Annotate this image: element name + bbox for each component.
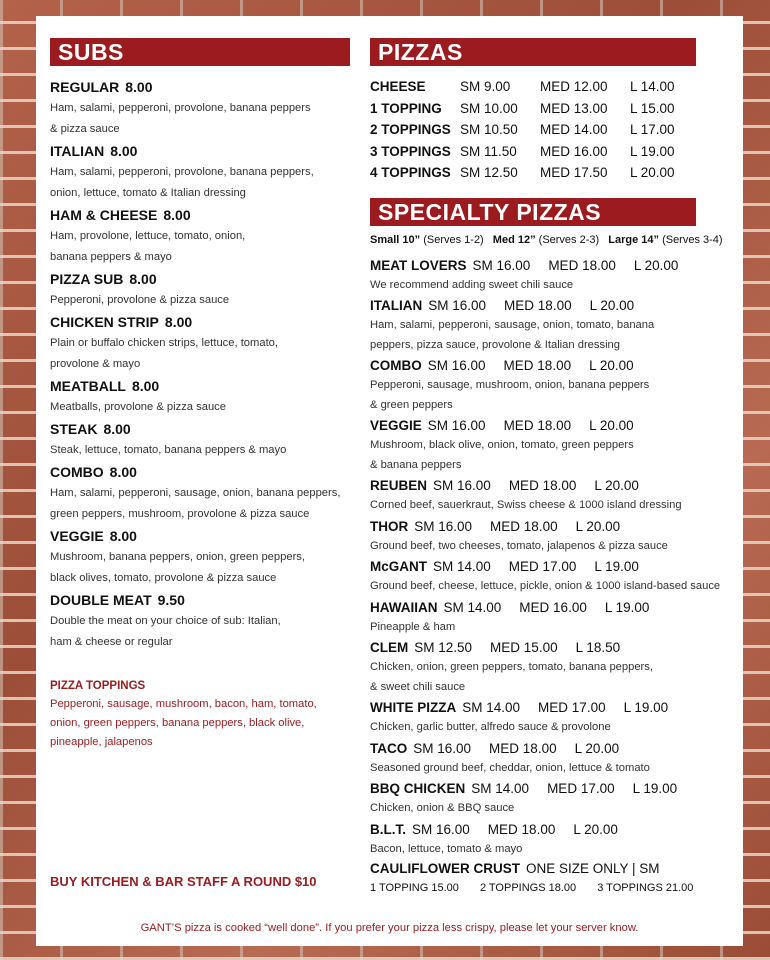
specialty-l-price: L 20.00	[589, 358, 634, 373]
sub-desc: Meatballs, provolone & pizza sauce	[50, 401, 226, 413]
specialty-l-price: L 19.00	[594, 559, 639, 574]
pizza-sm-price: SM 12.50	[460, 165, 518, 180]
specialty-item	[370, 295, 740, 355]
specialty-l-price: L 20.00	[594, 478, 639, 493]
specialty-list	[370, 255, 740, 898]
specialty-l-price: L 20.00	[589, 298, 635, 313]
specialty-name: McGANT	[370, 559, 427, 574]
specialty-desc: Corned beef, sauerkraut, Swiss cheese & 1000 island dressing	[370, 499, 682, 511]
sub-name: DOUBLE MEAT	[50, 592, 152, 608]
pizza-sm-price: SM 10.50	[460, 122, 518, 137]
size-med-label: Med 12”	[492, 233, 536, 246]
sub-name: VEGGIE	[50, 528, 104, 544]
specialty-desc: peppers, pizza sauce, provolone & Italian dressing	[370, 338, 621, 351]
specialty-sm-price: SM 14.00	[471, 781, 530, 796]
specialty-sm-price: SM 14.00	[443, 599, 502, 615]
specialty-desc: Pineapple & ham	[370, 620, 456, 633]
specialty-name: ITALIAN	[370, 298, 423, 313]
specialty-l-price: L 18.50	[575, 640, 621, 655]
size-small-serves: (Serves 1-2)	[423, 233, 484, 246]
cauliflower-name: CAULIFLOWER CRUST	[370, 861, 520, 876]
specialty-name: TACO	[370, 740, 408, 756]
sub-price: 8.00	[163, 207, 191, 223]
pizza-med-price: MED 13.00	[540, 100, 608, 116]
specialty-item	[370, 556, 740, 597]
toppings-line: onion, green peppers, banana peppers, black olive,	[50, 717, 305, 729]
pizza-price-table	[370, 76, 740, 184]
toppings-title: PIZZA TOPPINGS	[50, 680, 146, 692]
pizza-med-price: MED 14.00	[540, 122, 608, 137]
pizza-l-price: L 15.00	[630, 100, 675, 116]
specialty-name: CLEM	[370, 640, 409, 655]
toppings-line: pineapple, jalapenos	[50, 736, 153, 748]
pizza-sm-price: SM 10.00	[460, 100, 518, 116]
specialty-item	[370, 355, 740, 415]
specialty-item	[370, 516, 740, 557]
pizza-sm-price: SM 11.50	[460, 143, 517, 159]
sub-item	[50, 141, 350, 204]
specialty-desc: Chicken, garlic butter, alfredo sauce & provolone	[370, 721, 611, 733]
pizza-med-price: MED 17.50	[540, 165, 608, 180]
pizza-l-price: L 17.00	[630, 122, 675, 137]
specialty-item	[370, 637, 740, 697]
specialty-desc: Ground beef, cheese, lettuce, pickle, onion & 1000 island-based sauce	[370, 580, 721, 592]
pizza-row	[370, 162, 740, 184]
sub-item	[50, 462, 350, 525]
specialty-med-price: MED 17.00	[508, 559, 577, 574]
sub-name: MEATBALL	[50, 378, 126, 394]
specialty-sm-price: SM 16.00	[427, 358, 486, 373]
specialty-sm-price: SM 16.00	[433, 478, 491, 493]
specialty-med-price: MED 17.00	[547, 781, 615, 796]
cauliflower-option: 1 TOPPING 15.00	[370, 882, 459, 894]
sub-price: 8.00	[103, 421, 131, 437]
specialty-name: HAWAIIAN	[370, 599, 438, 615]
size-legend	[370, 234, 740, 246]
sub-desc: Ham, salami, pepperoni, sausage, onion, banana peppers,	[50, 487, 341, 499]
specialty-med-price: MED 18.00	[504, 298, 572, 313]
cauliflower-option: 3 TOPPINGS 21.00	[597, 882, 694, 894]
specialty-med-price: MED 18.00	[490, 518, 558, 534]
specialty-item	[370, 697, 740, 738]
sub-desc: Pepperoni, provolone & pizza sauce	[50, 294, 230, 306]
footer-note: GANT’S pizza is cooked “well done”. If you prefer your pizza less crispy, please let your server know.	[140, 922, 639, 934]
sub-item	[50, 376, 350, 418]
specialty-sm-price: SM 16.00	[428, 298, 487, 313]
pizzas-column	[370, 38, 740, 897]
specialty-desc: & sweet chili sauce	[370, 680, 466, 693]
specialty-desc: & green peppers	[370, 398, 453, 411]
specialty-sm-price: SM 16.00	[414, 518, 473, 534]
sub-item	[50, 269, 350, 311]
cauliflower-option: 2 TOPPINGS 18.00	[479, 882, 577, 894]
pizza-row	[370, 141, 740, 163]
specialty-med-price: MED 17.00	[538, 700, 606, 715]
specialty-l-price: L 20.00	[633, 257, 679, 273]
specialty-l-price: L 19.00	[623, 700, 669, 715]
specialty-desc: Chicken, onion, green peppers, tomato, banana peppers,	[370, 661, 653, 673]
specialty-med-price: MED 18.00	[487, 821, 556, 837]
pizza-l-price: L 19.00	[630, 143, 675, 159]
specialty-item	[370, 597, 740, 638]
specialty-sm-price: SM 14.00	[462, 700, 521, 715]
sub-price: 9.50	[157, 592, 185, 608]
pizza-name: 3 TOPPINGS	[370, 143, 451, 159]
sub-name: REGULAR	[50, 79, 120, 95]
sub-name: STEAK	[50, 421, 98, 437]
pizza-row	[370, 98, 740, 120]
specialty-sm-price: SM 16.00	[412, 821, 470, 837]
specialty-item	[370, 738, 740, 779]
specialty-l-price: L 20.00	[573, 821, 618, 837]
sub-item	[50, 312, 350, 375]
pizza-row	[370, 76, 740, 98]
specialty-item	[370, 475, 740, 516]
toppings-list	[50, 695, 340, 752]
specialty-desc: Pepperoni, sausage, mushroom, onion, banana peppers	[370, 379, 650, 391]
specialty-desc: Ground beef, two cheeses, tomato, jalapenos & pizza sauce	[370, 539, 668, 552]
subs-banner: SUBS	[50, 38, 350, 66]
size-large-serves: (Serves 3-4)	[662, 233, 723, 246]
specialty-name: WHITE PIZZA	[370, 700, 457, 715]
size-small-label: Small 10”	[370, 233, 421, 246]
specialty-sm-price: SM 12.50	[414, 640, 473, 655]
subs-column	[50, 38, 350, 752]
subs-list	[50, 77, 350, 653]
specialty-med-price: MED 18.00	[548, 257, 616, 273]
sub-price: 8.00	[125, 79, 153, 95]
specialty-desc: & banana peppers	[370, 458, 462, 471]
specialty-item	[370, 255, 740, 296]
specialty-l-price: L 20.00	[574, 740, 620, 756]
pizza-name: 2 TOPPINGS	[370, 122, 451, 137]
sub-name: COMBO	[50, 464, 104, 480]
specialty-item	[370, 415, 740, 475]
specialty-med-price: MED 15.00	[490, 640, 558, 655]
sub-desc: & pizza sauce	[50, 123, 120, 135]
cauliflower-size-note: ONE SIZE ONLY | SM	[525, 861, 660, 876]
size-large-label: Large 14”	[608, 233, 659, 246]
sub-item	[50, 77, 350, 140]
pizzas-banner: PIZZAS	[370, 38, 696, 66]
sub-desc: Steak, lettuce, tomato, banana peppers & mayo	[50, 444, 287, 456]
sub-price: 8.00	[110, 143, 138, 159]
pizza-l-price: L 20.00	[630, 165, 675, 180]
pizza-name: 1 TOPPING	[370, 100, 442, 116]
specialty-sm-price: SM 16.00	[472, 257, 531, 273]
specialty-desc: We recommend adding sweet chili sauce	[370, 278, 574, 291]
sub-desc: black olives, tomato, provolone & pizza sauce	[50, 572, 277, 584]
sub-desc: onion, lettuce, tomato & Italian dressing	[50, 187, 246, 199]
sub-name: CHICKEN STRIP	[50, 314, 159, 330]
menu-page	[36, 16, 743, 946]
sub-desc: Double the meat on your choice of sub: Italian,	[50, 615, 281, 627]
sub-desc: Ham, salami, pepperoni, provolone, banana peppers,	[50, 166, 314, 178]
sub-desc: Ham, provolone, lettuce, tomato, onion,	[50, 230, 246, 242]
sub-name: HAM & CHEESE	[50, 207, 158, 223]
specialty-desc: Bacon, lettuce, tomato & mayo	[370, 842, 523, 855]
specialty-med-price: MED 18.00	[489, 740, 557, 756]
specialty-l-price: L 20.00	[575, 518, 621, 534]
pizza-name: CHEESE	[370, 79, 426, 94]
sub-price: 8.00	[129, 271, 157, 287]
sub-name: PIZZA SUB	[50, 271, 124, 287]
specialty-name: COMBO	[370, 358, 422, 373]
specialty-name: THOR	[370, 518, 409, 534]
pizza-sm-price: SM 9.00	[460, 79, 511, 94]
sub-desc: banana peppers & mayo	[50, 251, 172, 263]
buy-round-note: BUY KITCHEN & BAR STAFF A ROUND $10	[50, 874, 317, 889]
sub-desc: green peppers, mushroom, provolone & pizza sauce	[50, 508, 310, 520]
sub-price: 8.00	[109, 464, 137, 480]
specialty-sm-price: SM 16.00	[413, 740, 472, 756]
cauliflower-item	[370, 859, 740, 897]
specialty-med-price: MED 18.00	[503, 418, 572, 433]
specialty-name: B.L.T.	[370, 821, 406, 837]
specialty-l-price: L 19.00	[632, 781, 678, 796]
sub-desc: Ham, salami, pepperoni, provolone, banana peppers	[50, 102, 311, 114]
pizza-l-price: L 14.00	[630, 79, 675, 94]
sub-item	[50, 526, 350, 589]
sub-price: 8.00	[131, 378, 160, 394]
sub-item	[50, 590, 350, 653]
specialty-name: REUBEN	[370, 478, 428, 493]
specialty-banner: SPECIALTY PIZZAS	[370, 198, 696, 226]
pizza-row	[370, 119, 740, 141]
pizza-name: 4 TOPPINGS	[370, 165, 451, 180]
sub-name: ITALIAN	[50, 143, 105, 159]
specialty-desc: Chicken, onion & BBQ sauce	[370, 802, 515, 814]
specialty-l-price: L 20.00	[589, 418, 634, 433]
pizza-med-price: MED 12.00	[540, 79, 608, 94]
specialty-sm-price: SM 14.00	[433, 559, 491, 574]
sub-desc: Plain or buffalo chicken strips, lettuce, tomato,	[50, 337, 279, 349]
sub-price: 8.00	[164, 314, 193, 330]
pizza-med-price: MED 16.00	[540, 143, 608, 159]
toppings-line: Pepperoni, sausage, mushroom, bacon, ham, tomato,	[50, 698, 317, 710]
specialty-name: BBQ CHICKEN	[370, 781, 466, 796]
specialty-name: VEGGIE	[370, 418, 422, 433]
specialty-item	[370, 819, 740, 860]
specialty-name: MEAT LOVERS	[370, 257, 467, 273]
specialty-sm-price: SM 16.00	[427, 418, 486, 433]
sub-item	[50, 419, 350, 461]
size-med-serves: (Serves 2-3)	[538, 233, 600, 246]
specialty-desc: Seasoned ground beef, cheddar, onion, lettuce & tomato	[370, 761, 650, 774]
specialty-desc: Mushroom, black olive, onion, tomato, green peppers	[370, 439, 634, 451]
sub-desc: provolone & mayo	[50, 358, 141, 370]
sub-item	[50, 205, 350, 268]
specialty-l-price: L 19.00	[604, 599, 650, 615]
sub-desc: Mushroom, banana peppers, onion, green peppers,	[50, 551, 305, 563]
specialty-item	[370, 778, 740, 819]
sub-desc: ham & cheese or regular	[50, 636, 173, 648]
specialty-desc: Ham, salami, pepperoni, sausage, onion, tomato, banana	[370, 319, 655, 331]
specialty-med-price: MED 18.00	[503, 358, 572, 373]
specialty-med-price: MED 16.00	[519, 599, 587, 615]
sub-price: 8.00	[109, 528, 137, 544]
specialty-med-price: MED 18.00	[508, 478, 577, 493]
